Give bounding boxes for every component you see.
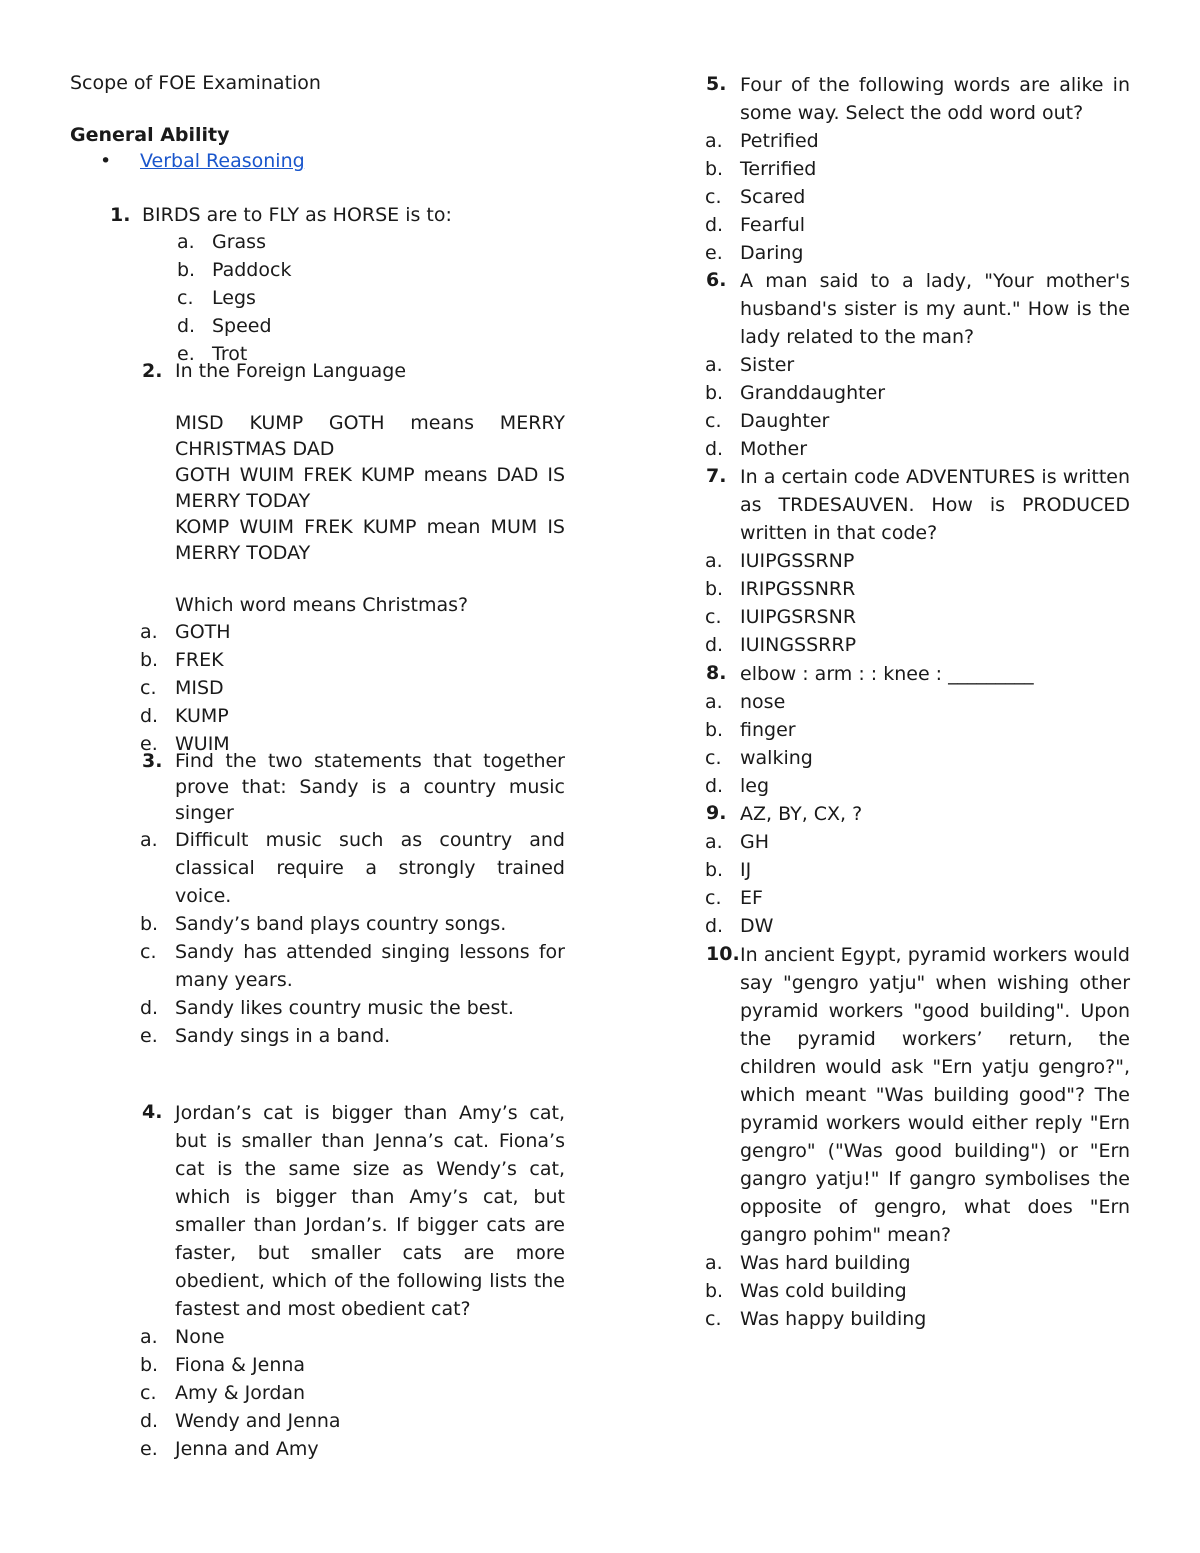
question-number: 1. (110, 204, 131, 226)
option-text: KUMP (175, 705, 229, 727)
question-prompt: Which word means Christmas? (175, 594, 469, 616)
option-text: Sandy’s band plays country songs. (175, 913, 507, 935)
option-letter: b. (705, 859, 724, 881)
option-text: EF (740, 887, 763, 909)
option[interactable] (670, 127, 1130, 155)
option[interactable] (105, 826, 565, 910)
bullet-item (100, 150, 305, 172)
option[interactable] (670, 183, 1130, 211)
option[interactable] (670, 547, 1130, 575)
option-letter: c. (705, 887, 722, 909)
option-letter: e. (177, 343, 195, 365)
option[interactable] (105, 702, 565, 730)
question-text: elbow : arm : : knee : _________ (740, 663, 1034, 685)
option-text: WUIM (175, 733, 230, 755)
document-title: Scope of FOE Examination (70, 72, 321, 94)
option[interactable] (670, 603, 1130, 631)
option-text: Legs (212, 287, 256, 309)
code-line: MISD KUMP GOTH means MERRY CHRISTMAS DAD (175, 412, 565, 460)
question-3 (140, 748, 565, 1050)
question-text: A man said to a lady, "Your mother's husband's sister is my aunt." How is the lady related to the man? (740, 270, 1130, 348)
question-number: 7. (706, 465, 727, 487)
option-text: Paddock (212, 259, 292, 281)
option[interactable] (105, 646, 565, 674)
option[interactable] (670, 631, 1130, 659)
option-text: Petrified (740, 130, 819, 152)
option[interactable] (105, 1022, 565, 1050)
option-letter: a. (140, 829, 158, 851)
option-letter: c. (705, 747, 722, 769)
code-line: KOMP WUIM FREK KUMP mean MUM IS MERRY TODAY (175, 516, 565, 564)
option[interactable] (670, 407, 1130, 435)
option-letter: a. (705, 1252, 723, 1274)
question-number: 9. (706, 802, 727, 824)
option-letter: d. (140, 997, 159, 1019)
option-text: Mother (740, 438, 808, 460)
option-letter: c. (140, 677, 157, 699)
option[interactable] (670, 211, 1130, 239)
option-text: Was cold building (740, 1280, 907, 1302)
verbal-reasoning-link[interactable]: Verbal Reasoning (140, 150, 305, 172)
option-letter: c. (705, 186, 722, 208)
option-text: leg (740, 775, 770, 797)
option-letter: d. (140, 705, 159, 727)
question-number: 8. (706, 662, 727, 684)
option[interactable] (670, 1249, 1130, 1277)
option[interactable] (670, 828, 1130, 856)
option[interactable] (142, 228, 565, 256)
question-number: 2. (142, 360, 163, 382)
option-letter: d. (705, 915, 724, 937)
option-letter: c. (705, 410, 722, 432)
option-letter: b. (705, 158, 724, 180)
option[interactable] (105, 618, 565, 646)
option-letter: b. (705, 382, 724, 404)
option-text: nose (740, 691, 786, 713)
option[interactable] (670, 155, 1130, 183)
option[interactable] (105, 1323, 565, 1351)
option-text: Sandy has attended singing lessons for many years. (175, 941, 565, 991)
option-letter: b. (140, 913, 159, 935)
option[interactable] (670, 744, 1130, 772)
option[interactable] (670, 688, 1130, 716)
option[interactable] (142, 312, 565, 340)
option[interactable] (670, 379, 1130, 407)
option-text: DW (740, 915, 774, 937)
option-letter: e. (140, 1025, 158, 1047)
option-letter: c. (177, 287, 194, 309)
option-text: Fiona & Jenna (175, 1354, 306, 1376)
option[interactable] (670, 1305, 1130, 1333)
code-line: GOTH WUIM FREK KUMP means DAD IS MERRY TODAY (175, 464, 565, 512)
option-text: Fearful (740, 214, 806, 236)
option-letter: b. (705, 719, 724, 741)
option-letter: d. (705, 214, 724, 236)
option-letter: e. (140, 1438, 158, 1460)
option-letter: b. (140, 649, 159, 671)
option-text: IJ (740, 859, 752, 881)
option-text: Terrified (740, 158, 817, 180)
option-letter: a. (705, 130, 723, 152)
option[interactable] (142, 256, 565, 284)
option[interactable] (105, 1379, 565, 1407)
option-text: Sandy sings in a band. (175, 1025, 391, 1047)
option-text: Was hard building (740, 1252, 911, 1274)
option-text: Speed (212, 315, 272, 337)
option-text: Daring (740, 242, 804, 264)
question-2 (140, 358, 565, 758)
option-letter: d. (705, 634, 724, 656)
question-8 (705, 660, 1130, 800)
option[interactable] (670, 351, 1130, 379)
option-text: IUIPGSSRNP (740, 550, 855, 572)
question-4 (140, 1099, 565, 1463)
question-text: Four of the following words are alike in some way. Select the odd word out? (740, 74, 1130, 124)
question-1 (110, 202, 565, 368)
option-letter: b. (140, 1354, 159, 1376)
option[interactable] (670, 772, 1130, 800)
option-letter: e. (140, 733, 158, 755)
option-text: Trot (212, 343, 248, 365)
question-text: BIRDS are to FLY as HORSE is to: (142, 204, 452, 226)
option[interactable] (670, 716, 1130, 744)
question-text: Find the two statements that together prove that: Sandy is a country music singer (175, 750, 565, 824)
option-text: FREK (175, 649, 224, 671)
option-text: Amy & Jordan (175, 1382, 306, 1404)
option-letter: a. (705, 691, 723, 713)
option[interactable] (105, 910, 565, 938)
question-5 (705, 71, 1130, 267)
option-letter: a. (705, 831, 723, 853)
question-text: AZ, BY, CX, ? (740, 803, 863, 825)
question-number: 10. (706, 943, 740, 965)
option-text: IUINGSSRRP (740, 634, 857, 656)
option[interactable] (105, 1351, 565, 1379)
option-letter: d. (705, 438, 724, 460)
option[interactable] (670, 856, 1130, 884)
question-9 (705, 800, 1130, 940)
option-text: IRIPGSSNRR (740, 578, 856, 600)
option-letter: b. (705, 578, 724, 600)
option-letter: d. (140, 1410, 159, 1432)
question-text: In a certain code ADVENTURES is written as TRDESAUVEN. How is PRODUCED written in that code? (740, 466, 1130, 544)
option-text: GOTH (175, 621, 231, 643)
question-number: 3. (142, 750, 163, 772)
question-10 (705, 941, 1130, 1333)
option-text: Daughter (740, 410, 830, 432)
question-7 (705, 463, 1130, 659)
option-text: Jenna and Amy (175, 1438, 319, 1460)
option-letter: e. (705, 242, 723, 264)
option-text: finger (740, 719, 796, 741)
option[interactable] (105, 938, 565, 994)
option-letter: b. (705, 1280, 724, 1302)
option-text: Wendy and Jenna (175, 1410, 341, 1432)
option-text: Grass (212, 231, 266, 253)
question-text: In ancient Egypt, pyramid workers would say "gengro yatju" when wishing other pyramid workers "good building". Upon the pyramid workers’ return, the children would ask "Ern yatju gengro?", which meant "Was building good"? The pyramid workers would either reply "Ern gengro" ("Was good building") or "Ern gangro yatju!" If gangro symbolises the opposite of gengro, what does "Ern gangro pohim" mean? (740, 944, 1130, 1246)
option-text: Was happy building (740, 1308, 927, 1330)
option-text: None (175, 1326, 225, 1348)
question-number: 4. (142, 1101, 163, 1123)
option-letter: a. (140, 1326, 158, 1348)
option-letter: a. (705, 550, 723, 572)
option-letter: a. (705, 354, 723, 376)
question-text: Jordan’s cat is bigger than Amy’s cat, but is smaller than Jenna’s cat. Fiona’s cat is the same size as Wendy’s cat, which is bigger than Amy’s cat, but smaller than Jordan’s. If bigger cats are faster, but smaller cats are more obedient, which of the following lists the fastest and most obedient cat? (175, 1102, 565, 1320)
option[interactable] (105, 1407, 565, 1435)
option[interactable] (670, 435, 1130, 463)
option[interactable] (670, 575, 1130, 603)
option-text: Sister (740, 354, 795, 376)
option[interactable] (105, 1435, 565, 1463)
option-text: IUIPGSRSNR (740, 606, 857, 628)
option-letter: d. (705, 775, 724, 797)
option-text: Granddaughter (740, 382, 886, 404)
question-number: 6. (706, 269, 727, 291)
question-6 (705, 267, 1130, 463)
option-text: MISD (175, 677, 224, 699)
option[interactable] (670, 1277, 1130, 1305)
option-text: Scared (740, 186, 806, 208)
bullet-glyph: • (100, 150, 112, 172)
option[interactable] (670, 239, 1130, 267)
option-letter: c. (705, 606, 722, 628)
question-number: 5. (706, 73, 727, 95)
option-text: Sandy likes country music the best. (175, 997, 514, 1019)
option-letter: a. (140, 621, 158, 643)
option[interactable] (142, 284, 565, 312)
option-letter: a. (177, 231, 195, 253)
option-letter: c. (705, 1308, 722, 1330)
option-text: GH (740, 831, 770, 853)
option-text: walking (740, 747, 813, 769)
question-text: In the Foreign Language (175, 360, 407, 382)
option-letter: b. (177, 259, 196, 281)
option[interactable] (105, 994, 565, 1022)
option[interactable] (670, 912, 1130, 940)
option-text: Difficult music such as country and classical require a strongly trained voice. (175, 829, 565, 907)
section-heading: General Ability (70, 124, 230, 146)
option[interactable] (670, 884, 1130, 912)
option[interactable] (105, 674, 565, 702)
option-letter: c. (140, 1382, 157, 1404)
option-letter: c. (140, 941, 157, 963)
option-letter: d. (177, 315, 196, 337)
